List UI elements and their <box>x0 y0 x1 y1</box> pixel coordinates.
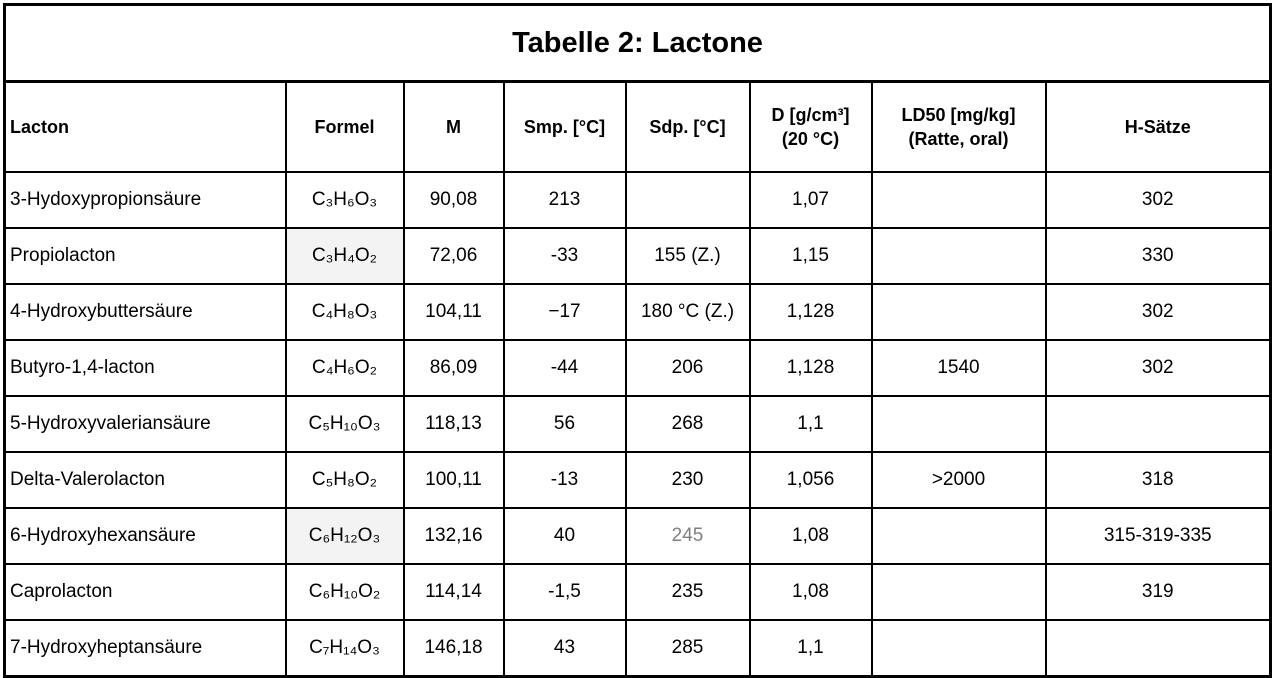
cell-m: 132,16 <box>404 508 504 564</box>
cell-smp: 40 <box>504 508 626 564</box>
cell-h-saetze: 318 <box>1046 452 1271 508</box>
header-h-saetze: H-Sätze <box>1046 82 1271 173</box>
cell-formel: C₃H₄O₂ <box>286 228 404 284</box>
header-density: D [g/cm³] (20 °C) <box>750 82 872 173</box>
cell-h-saetze: 302 <box>1046 340 1271 396</box>
cell-smp: 213 <box>504 172 626 228</box>
table-row <box>5 396 1271 452</box>
cell-lacton: 6-Hydroxyhexansäure <box>5 508 286 564</box>
cell-density: 1,1 <box>750 396 872 452</box>
header-sdp: Sdp. [°C] <box>626 82 750 173</box>
cell-density: 1,1 <box>750 620 872 677</box>
cell-m: 114,14 <box>404 564 504 620</box>
cell-formel: C₄H₆O₂ <box>286 340 404 396</box>
cell-ld50 <box>872 508 1046 564</box>
cell-smp: -13 <box>504 452 626 508</box>
header-ld50: LD50 [mg/kg] (Ratte, oral) <box>872 82 1046 173</box>
table-row <box>5 340 1271 396</box>
cell-lacton: Caprolacton <box>5 564 286 620</box>
header-lacton: Lacton <box>5 82 286 173</box>
cell-density: 1,128 <box>750 340 872 396</box>
cell-m: 104,11 <box>404 284 504 340</box>
cell-smp: -44 <box>504 340 626 396</box>
cell-sdp: 230 <box>626 452 750 508</box>
cell-m: 100,11 <box>404 452 504 508</box>
cell-h-saetze <box>1046 396 1271 452</box>
cell-h-saetze: 302 <box>1046 172 1271 228</box>
cell-smp: -1,5 <box>504 564 626 620</box>
cell-lacton: Delta-Valerolacton <box>5 452 286 508</box>
cell-formel: C₅H₁₀O₃ <box>286 396 404 452</box>
cell-formel: C₃H₆O₃ <box>286 172 404 228</box>
header-smp: Smp. [°C] <box>504 82 626 173</box>
cell-h-saetze <box>1046 620 1271 677</box>
table-row <box>5 172 1271 228</box>
cell-sdp: 285 <box>626 620 750 677</box>
cell-lacton: Butyro-1,4-lacton <box>5 340 286 396</box>
cell-m: 90,08 <box>404 172 504 228</box>
cell-ld50 <box>872 172 1046 228</box>
cell-ld50: >2000 <box>872 452 1046 508</box>
cell-sdp: 268 <box>626 396 750 452</box>
header-m: M <box>404 82 504 173</box>
cell-sdp: 245 <box>626 508 750 564</box>
cell-density: 1,128 <box>750 284 872 340</box>
cell-sdp: 206 <box>626 340 750 396</box>
cell-m: 72,06 <box>404 228 504 284</box>
table-title: Tabelle 2: Lactone <box>5 5 1271 82</box>
cell-sdp: 180 °C (Z.) <box>626 284 750 340</box>
cell-formel: C₄H₈O₃ <box>286 284 404 340</box>
cell-ld50 <box>872 564 1046 620</box>
cell-lacton: Propiolacton <box>5 228 286 284</box>
cell-formel: C₅H₈O₂ <box>286 452 404 508</box>
cell-sdp: 155 (Z.) <box>626 228 750 284</box>
cell-smp: −17 <box>504 284 626 340</box>
table-row <box>5 508 1271 564</box>
cell-smp: 43 <box>504 620 626 677</box>
cell-ld50: 1540 <box>872 340 1046 396</box>
cell-smp: -33 <box>504 228 626 284</box>
cell-density: 1,056 <box>750 452 872 508</box>
cell-m: 118,13 <box>404 396 504 452</box>
cell-lacton: 5-Hydroxyvaleriansäure <box>5 396 286 452</box>
cell-lacton: 3-Hydoxypropionsäure <box>5 172 286 228</box>
cell-h-saetze: 302 <box>1046 284 1271 340</box>
cell-ld50 <box>872 284 1046 340</box>
table-row <box>5 228 1271 284</box>
cell-ld50 <box>872 396 1046 452</box>
cell-density: 1,15 <box>750 228 872 284</box>
cell-density: 1,08 <box>750 564 872 620</box>
cell-m: 146,18 <box>404 620 504 677</box>
cell-formel: C₆H₁₀O₂ <box>286 564 404 620</box>
lactone-table <box>3 3 1272 678</box>
cell-h-saetze: 330 <box>1046 228 1271 284</box>
table-row <box>5 284 1271 340</box>
cell-density: 1,07 <box>750 172 872 228</box>
cell-m: 86,09 <box>404 340 504 396</box>
cell-h-saetze: 315-319-335 <box>1046 508 1271 564</box>
table-row <box>5 620 1271 677</box>
cell-density: 1,08 <box>750 508 872 564</box>
cell-formel: C₆H₁₂O₃ <box>286 508 404 564</box>
cell-lacton: 7-Hydroxyheptansäure <box>5 620 286 677</box>
cell-ld50 <box>872 228 1046 284</box>
cell-formel: C₇H₁₄O₃ <box>286 620 404 677</box>
cell-sdp <box>626 172 750 228</box>
table-row <box>5 452 1271 508</box>
cell-h-saetze: 319 <box>1046 564 1271 620</box>
cell-smp: 56 <box>504 396 626 452</box>
table-row <box>5 564 1271 620</box>
cell-lacton: 4-Hydroxybuttersäure <box>5 284 286 340</box>
header-formel: Formel <box>286 82 404 173</box>
cell-ld50 <box>872 620 1046 677</box>
cell-sdp: 235 <box>626 564 750 620</box>
